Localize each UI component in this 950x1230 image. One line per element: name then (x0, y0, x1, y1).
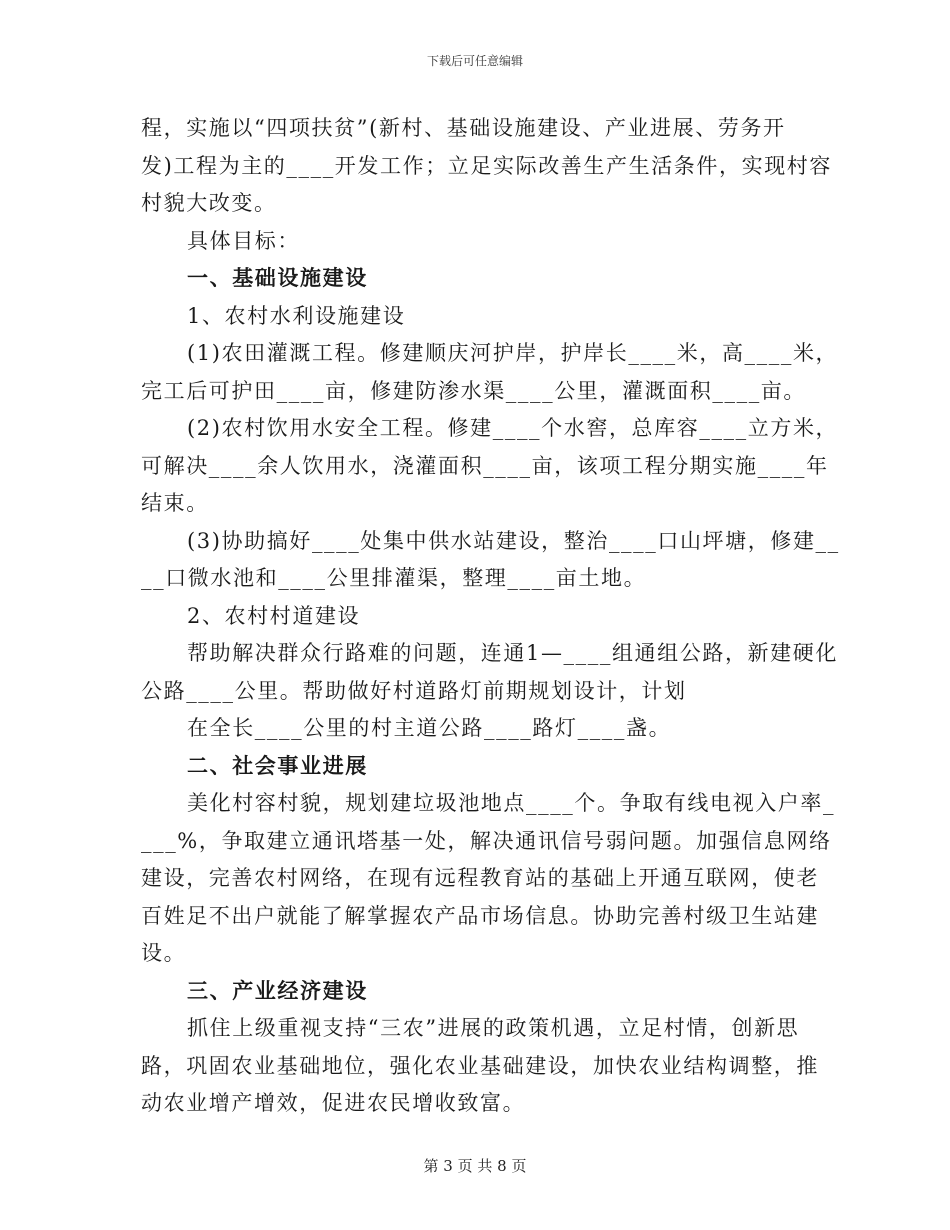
paragraph-line: 帮助解决群众行路难的问题，连通1—____组通组公路，新建硬化 (187, 641, 838, 665)
paragraph-line: 村貌大改变。 (141, 191, 277, 215)
paragraph-line: 具体目标： (187, 228, 300, 253)
section-heading: 三、产业经济建设 (187, 978, 368, 1003)
paragraph-line: 完工后可护田____亩，修建防渗水渠____公里，灌溉面积____亩。 (141, 378, 806, 403)
section-heading: 一、基础设施建设 (187, 266, 368, 290)
subsection-heading: 2、农村村道建设 (187, 603, 361, 628)
paragraph-line: 百姓足不出户就能了解掌握农产品市场信息。协助完善村级卫生站建 (141, 903, 819, 928)
paragraph-line: 路，巩固农业基础地位，强化农业基础建设，加快农业结构调整，推 (141, 1053, 819, 1078)
page-footer: 第 3 页 共 8 页 (423, 1157, 527, 1175)
paragraph-line: (1)农田灌溉工程。修建顺庆河护岸，护岸长____米，高____米， (187, 341, 839, 365)
paragraph-line: 建设，完善农村网络，在现有远程教育站的基础上开通互联网，使老 (141, 866, 819, 890)
section-heading: 二、社会事业进展 (187, 753, 368, 778)
subsection-heading: 1、农村水利设施建设 (187, 303, 406, 328)
paragraph-line: 可解决____余人饮用水，浇灌面积____亩，该项工程分期实施____年 (141, 453, 829, 478)
paragraph-line: 结束。 (141, 491, 209, 515)
paragraph-line: 公路____公里。帮助做好村道路灯前期规划设计，计划 (141, 678, 687, 703)
paragraph-line: __口微水池和____公里排灌渠，整理____亩土地。 (141, 566, 647, 590)
paragraph-line: 程，实施以“四项扶贫”(新村、基础设施建设、产业进展、劳务开 (141, 116, 786, 140)
paragraph-line: 发)工程为主的____开发工作；立足实际改善生产生活条件，实现村容 (141, 153, 832, 178)
paragraph-line: (3)协助搞好____处集中供水站建设，整治____口山坪塘，修建__ (187, 528, 840, 553)
paragraph-line: 在全长____公里的村主道公路____路灯____盏。 (187, 716, 672, 740)
paragraph-line: 抓住上级重视支持“三农”进展的政策机遇，立足村情，创新思 (187, 1016, 800, 1040)
document-body (141, 110, 840, 1123)
paragraph-line: 动农业增产增效，促进农民增收致富。 (141, 1091, 526, 1115)
paragraph-line: ___%，争取建立通讯塔基一处，解决通讯信号弱问题。加强信息网络 (141, 828, 832, 853)
paragraph-line: (2)农村饮用水安全工程。修建____个水窖，总库容____立方米， (187, 416, 839, 440)
paragraph-line: 美化村容村貌，规划建垃圾池地点____个。争取有线电视入户率_ (187, 791, 836, 815)
paragraph-line: 设。 (141, 941, 187, 965)
page-header: 下载后可任意编辑 (426, 54, 523, 68)
